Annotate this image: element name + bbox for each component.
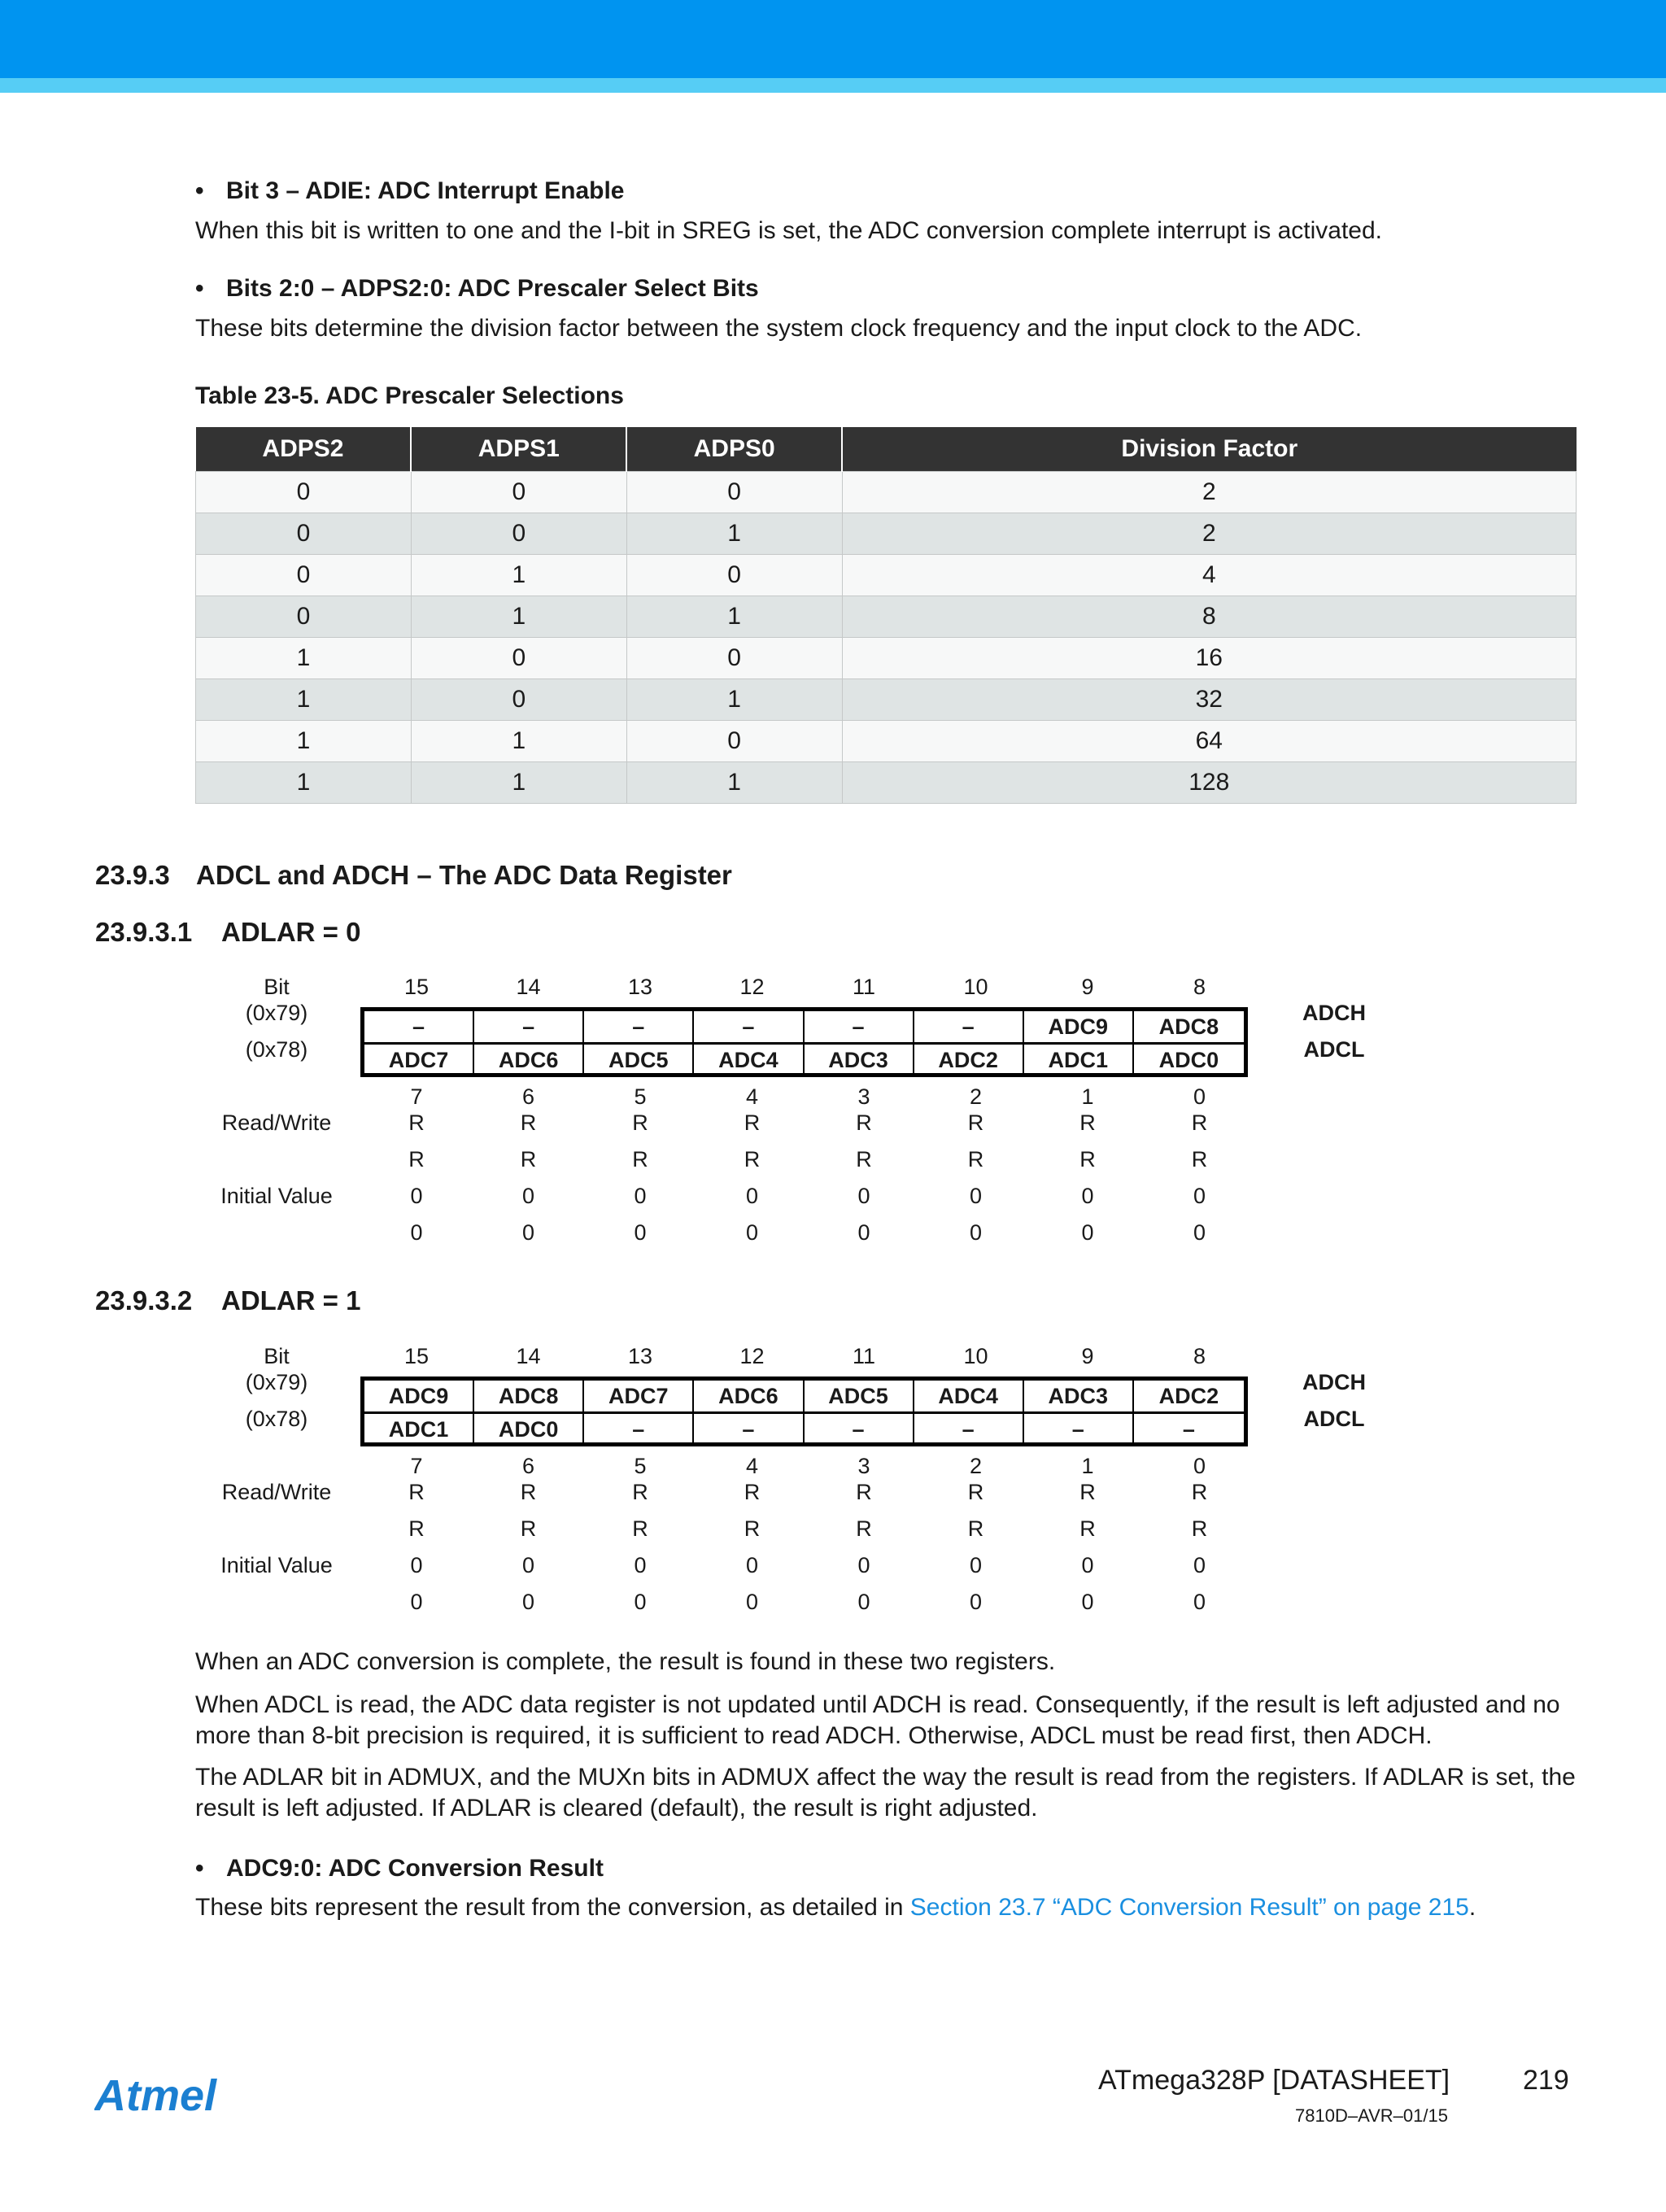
table-cell: 0 <box>196 555 412 596</box>
table-cell: 1 <box>411 721 626 762</box>
register-name-low: ADCL <box>1303 1407 1365 1431</box>
bit-number: 11 <box>852 975 876 999</box>
read-write-value: R <box>632 1110 648 1135</box>
register-divider <box>364 1411 1244 1414</box>
bit-number: 10 <box>963 1344 988 1368</box>
register-bit-cell: – <box>805 1011 914 1042</box>
read-write-label: Read/Write <box>221 1110 332 1135</box>
register-bit-cell: – <box>1024 1414 1134 1445</box>
register-bit-cell: ADC2 <box>914 1045 1024 1075</box>
register-name-high: ADCH <box>1302 1370 1366 1394</box>
table-row <box>196 472 1577 513</box>
result-text: These bits represent the result from the conversion, as detailed in <box>195 1894 910 1921</box>
bit-number: 8 <box>1193 975 1206 999</box>
result-text-end: . <box>1468 1894 1476 1921</box>
initial-value: 0 <box>857 1590 870 1614</box>
table-cell: 1 <box>626 513 842 555</box>
initial-value-label: Initial Value <box>220 1184 333 1208</box>
subsection-title: ADLAR = 1 <box>221 1285 361 1315</box>
register-bit-cell: ADC6 <box>474 1045 584 1075</box>
section-title: ADCL and ADCH – The ADC Data Register <box>196 860 732 890</box>
register-bit-cell: – <box>914 1011 1024 1042</box>
bit-number: 15 <box>403 975 430 999</box>
read-write-value: R <box>1191 1110 1208 1135</box>
initial-value: 0 <box>745 1184 759 1208</box>
register-bit-cell: – <box>584 1414 694 1445</box>
prescaler-table <box>195 427 1577 804</box>
table-cell: 0 <box>626 721 842 762</box>
read-write-value: R <box>1191 1147 1208 1171</box>
bit-number: 4 <box>745 1084 759 1109</box>
register-bit-cell: ADC7 <box>584 1381 694 1411</box>
initial-value: 0 <box>969 1553 983 1577</box>
adie-heading-text: Bit 3 – ADIE: ADC Interrupt Enable <box>226 177 625 204</box>
initial-value: 0 <box>745 1553 759 1577</box>
register-bit-cell: – <box>364 1011 474 1042</box>
read-write-value: R <box>408 1147 425 1171</box>
subsection-title: ADLAR = 0 <box>221 917 361 947</box>
column-header: Division Factor <box>842 427 1576 472</box>
bit-label: Bit <box>264 1344 290 1368</box>
read-write-value: R <box>856 1516 872 1541</box>
document-title: ATmega328P [DATASHEET] <box>1098 2065 1450 2096</box>
initial-value: 0 <box>521 1590 535 1614</box>
table-cell: 0 <box>411 638 626 679</box>
initial-value: 0 <box>1193 1553 1206 1577</box>
section-number: 23.9.3 <box>95 860 170 890</box>
read-write-value: R <box>1079 1516 1096 1541</box>
register-bit-cell: ADC7 <box>364 1045 474 1075</box>
column-header: ADPS2 <box>196 427 412 472</box>
table-row <box>196 513 1577 555</box>
bit-number: 15 <box>403 1344 430 1368</box>
bullet-marker: • <box>195 275 204 302</box>
document-revision: 7810D–AVR–01/15 <box>1295 2105 1448 2126</box>
initial-value: 0 <box>969 1184 983 1208</box>
register-bit-cell: ADC9 <box>364 1381 474 1411</box>
initial-value: 0 <box>634 1220 647 1245</box>
read-write-value: R <box>744 1480 761 1504</box>
read-write-value: R <box>520 1516 537 1541</box>
adps-heading-text: Bits 2:0 – ADPS2:0: ADC Prescaler Select Bits <box>226 275 759 302</box>
read-write-value: R <box>1079 1480 1096 1504</box>
register-name-high: ADCH <box>1302 1001 1366 1025</box>
register-name-low: ADCL <box>1303 1037 1365 1062</box>
read-write-value: R <box>856 1147 872 1171</box>
subsection-heading-adlar1 <box>95 1285 360 1316</box>
read-write-value: R <box>632 1516 648 1541</box>
initial-value: 0 <box>745 1590 759 1614</box>
body-paragraph: When an ADC conversion is complete, the result is found in these two registers. <box>195 1648 1056 1675</box>
read-write-value: R <box>520 1480 537 1504</box>
table-row <box>196 555 1577 596</box>
initial-value: 0 <box>410 1590 423 1614</box>
table-cell: 1 <box>196 762 412 804</box>
body-paragraph: The ADLAR bit in ADMUX, and the MUXn bits in ADMUX affect the way the result is read from the registers. If ADLAR is set, the result is left adjusted. If ADLAR is cleared (default), the result is right adjusted. <box>195 1764 1576 1822</box>
table-cell: 0 <box>626 555 842 596</box>
table-cell: 0 <box>196 596 412 638</box>
initial-value: 0 <box>1081 1184 1094 1208</box>
table-cell: 0 <box>411 472 626 513</box>
bit-number: 13 <box>627 975 653 999</box>
bit-number: 6 <box>521 1084 535 1109</box>
read-write-label: Read/Write <box>221 1480 332 1504</box>
bit-number: 12 <box>739 1344 765 1368</box>
read-write-value: R <box>520 1110 537 1135</box>
register-row-low <box>364 1045 1244 1075</box>
read-write-value: R <box>632 1147 648 1171</box>
initial-value: 0 <box>634 1590 647 1614</box>
initial-value: 0 <box>634 1553 647 1577</box>
register-bit-cell: ADC4 <box>694 1045 804 1075</box>
register-bit-cell: – <box>1182 1417 1195 1442</box>
read-write-value: R <box>744 1147 761 1171</box>
register-bit-cell: ADC9 <box>1024 1011 1134 1042</box>
table-cell: 0 <box>411 513 626 555</box>
table-cell: 1 <box>626 596 842 638</box>
result-heading-text: ADC9:0: ADC Conversion Result <box>226 1855 604 1882</box>
read-write-value: R <box>1191 1516 1208 1541</box>
register-bit-cell: – <box>914 1414 1024 1445</box>
table-caption: Table 23-5. ADC Prescaler Selections <box>195 382 624 409</box>
bit-number: 3 <box>857 1454 870 1478</box>
read-write-value: R <box>632 1480 648 1504</box>
register-bit-cell: ADC1 <box>364 1414 474 1445</box>
table-cell: 4 <box>842 555 1576 596</box>
initial-value: 0 <box>410 1553 423 1577</box>
table-cell: 0 <box>626 472 842 513</box>
register-row-high <box>364 1381 1244 1411</box>
bit-number: 10 <box>963 975 988 999</box>
register-box <box>360 1007 1248 1077</box>
initial-value: 0 <box>857 1220 870 1245</box>
section-link[interactable]: Section 23.7 “ADC Conversion Result” on page 215 <box>909 1894 1469 1921</box>
bit-number: 5 <box>634 1084 647 1109</box>
table-cell: 0 <box>411 679 626 721</box>
table-header-row <box>196 427 1577 472</box>
bit-number: 3 <box>857 1084 870 1109</box>
table-cell: 128 <box>842 762 1576 804</box>
table-cell: 1 <box>196 679 412 721</box>
table-cell: 64 <box>842 721 1576 762</box>
register-box <box>360 1377 1248 1446</box>
header-stripe <box>0 78 1666 93</box>
address-low: (0x78) <box>245 1037 308 1062</box>
register-bit-cell: ADC2 <box>1158 1384 1219 1408</box>
bit-number: 11 <box>852 1344 876 1368</box>
register-bit-cell: ADC6 <box>694 1381 804 1411</box>
register-row-low <box>364 1414 1244 1445</box>
initial-value: 0 <box>634 1184 647 1208</box>
table-row <box>196 679 1577 721</box>
table-cell: 1 <box>196 638 412 679</box>
register-bit-cell: ADC5 <box>805 1381 914 1411</box>
table-cell: 32 <box>842 679 1576 721</box>
initial-value-label: Initial Value <box>220 1553 333 1577</box>
initial-value: 0 <box>857 1553 870 1577</box>
subsection-number: 23.9.3.2 <box>95 1285 193 1315</box>
initial-value: 0 <box>521 1184 535 1208</box>
column-header: ADPS0 <box>626 427 842 472</box>
table-cell: 0 <box>626 638 842 679</box>
read-write-value: R <box>744 1110 761 1135</box>
read-write-value: R <box>744 1516 761 1541</box>
initial-value: 0 <box>521 1553 535 1577</box>
register-diagram-adlar1 <box>203 1344 1383 1637</box>
bullet-marker: • <box>195 1855 204 1882</box>
result-heading <box>195 1855 604 1883</box>
bit-number: 2 <box>969 1454 983 1478</box>
read-write-value: R <box>408 1480 425 1504</box>
adps-heading <box>195 275 759 303</box>
register-bit-cell: ADC1 <box>1024 1045 1134 1075</box>
bit-number: 0 <box>1193 1454 1206 1478</box>
read-write-value: R <box>1079 1147 1096 1171</box>
bit-number: 13 <box>627 1344 653 1368</box>
initial-value: 0 <box>1193 1184 1206 1208</box>
bit-number: 14 <box>516 1344 541 1368</box>
register-bit-cell: ADC3 <box>805 1045 914 1075</box>
bit-number: 1 <box>1081 1454 1094 1478</box>
initial-value: 0 <box>410 1184 423 1208</box>
table-cell: 1 <box>626 762 842 804</box>
atmel-logo <box>94 2073 249 2118</box>
table-cell: 1 <box>411 555 626 596</box>
bit-number: 14 <box>516 975 541 999</box>
register-bit-cell: ADC8 <box>474 1381 584 1411</box>
register-bit-cell: – <box>805 1414 914 1445</box>
read-write-value: R <box>967 1147 984 1171</box>
read-write-value: R <box>856 1110 872 1135</box>
column-header: ADPS1 <box>411 427 626 472</box>
read-write-value: R <box>967 1480 984 1504</box>
read-write-value: R <box>967 1110 984 1135</box>
initial-value: 0 <box>857 1184 870 1208</box>
initial-value: 0 <box>1081 1590 1094 1614</box>
subsection-heading-adlar0 <box>95 917 360 948</box>
bit-number: 1 <box>1081 1084 1094 1109</box>
initial-value: 0 <box>969 1220 983 1245</box>
result-description <box>195 1892 1578 1923</box>
read-write-value: R <box>408 1516 425 1541</box>
bullet-marker: • <box>195 177 204 204</box>
bit-number: 0 <box>1193 1084 1206 1109</box>
initial-value: 0 <box>1193 1220 1206 1245</box>
register-diagram-adlar0 <box>203 975 1383 1267</box>
table-cell: 1 <box>411 762 626 804</box>
bit-number: 6 <box>521 1454 535 1478</box>
read-write-value: R <box>967 1516 984 1541</box>
bit-label: Bit <box>264 975 290 999</box>
register-row-high <box>364 1011 1244 1042</box>
table-cell: 8 <box>842 596 1576 638</box>
table-row <box>196 762 1577 804</box>
table-cell: 0 <box>196 513 412 555</box>
logo-text: Atmel <box>94 2073 217 2118</box>
bit-number: 4 <box>745 1454 759 1478</box>
address-low: (0x78) <box>245 1407 308 1431</box>
table-cell: 1 <box>626 679 842 721</box>
page-number: 219 <box>1523 2065 1569 2096</box>
table-cell: 2 <box>842 513 1576 555</box>
bit-number: 5 <box>634 1454 647 1478</box>
table-cell: 0 <box>196 472 412 513</box>
table-cell: 1 <box>196 721 412 762</box>
read-write-value: R <box>520 1147 537 1171</box>
register-bit-cell: ADC5 <box>584 1045 694 1075</box>
bit-number: 2 <box>969 1084 983 1109</box>
register-bit-cell: – <box>474 1011 584 1042</box>
bit-number: 8 <box>1193 1344 1206 1368</box>
adps-description: These bits determine the division factor between the system clock frequency and the input clock to the ADC. <box>195 315 1363 342</box>
bit-number: 7 <box>410 1084 423 1109</box>
adie-heading <box>195 177 625 205</box>
bit-number: 7 <box>410 1454 423 1478</box>
address-high: (0x79) <box>245 1370 308 1394</box>
section-heading <box>95 860 732 891</box>
read-write-value: R <box>1191 1480 1208 1504</box>
header-band <box>0 0 1666 78</box>
table-row <box>196 638 1577 679</box>
register-bit-cell: – <box>694 1011 804 1042</box>
initial-value: 0 <box>1081 1553 1094 1577</box>
register-bit-cell: ADC0 <box>1158 1048 1219 1072</box>
initial-value: 0 <box>410 1220 423 1245</box>
initial-value: 0 <box>1193 1590 1206 1614</box>
bit-number: 9 <box>1081 1344 1094 1368</box>
initial-value: 0 <box>521 1220 535 1245</box>
subsection-number: 23.9.3.1 <box>95 917 193 947</box>
register-divider <box>364 1042 1244 1045</box>
read-write-value: R <box>408 1110 425 1135</box>
table-cell: 1 <box>411 596 626 638</box>
table-row <box>196 596 1577 638</box>
register-bit-cell: ADC4 <box>914 1381 1024 1411</box>
initial-value: 0 <box>1081 1220 1094 1245</box>
register-bit-cell: ADC3 <box>1024 1381 1134 1411</box>
initial-value: 0 <box>969 1590 983 1614</box>
address-high: (0x79) <box>245 1001 308 1025</box>
bit-number: 9 <box>1081 975 1094 999</box>
register-bit-cell: – <box>584 1011 694 1042</box>
table-cell: 2 <box>842 472 1576 513</box>
table-row <box>196 721 1577 762</box>
adie-description: When this bit is written to one and the I-bit in SREG is set, the ADC conversion complete interrupt is activated. <box>195 217 1383 244</box>
register-bit-cell: ADC0 <box>474 1414 584 1445</box>
bit-number: 12 <box>739 975 765 999</box>
body-paragraph: When ADCL is read, the ADC data register is not updated until ADCH is read. Consequently, if the result is left adjusted and no more than 8-bit precision is required, it is sufficient to read ADCH. Otherwise, ADCL must be read first, then ADCH. <box>195 1691 1560 1749</box>
initial-value: 0 <box>745 1220 759 1245</box>
read-write-value: R <box>856 1480 872 1504</box>
table-cell: 16 <box>842 638 1576 679</box>
register-bit-cell: – <box>694 1414 804 1445</box>
read-write-value: R <box>1079 1110 1096 1135</box>
register-bit-cell: ADC8 <box>1158 1014 1219 1039</box>
